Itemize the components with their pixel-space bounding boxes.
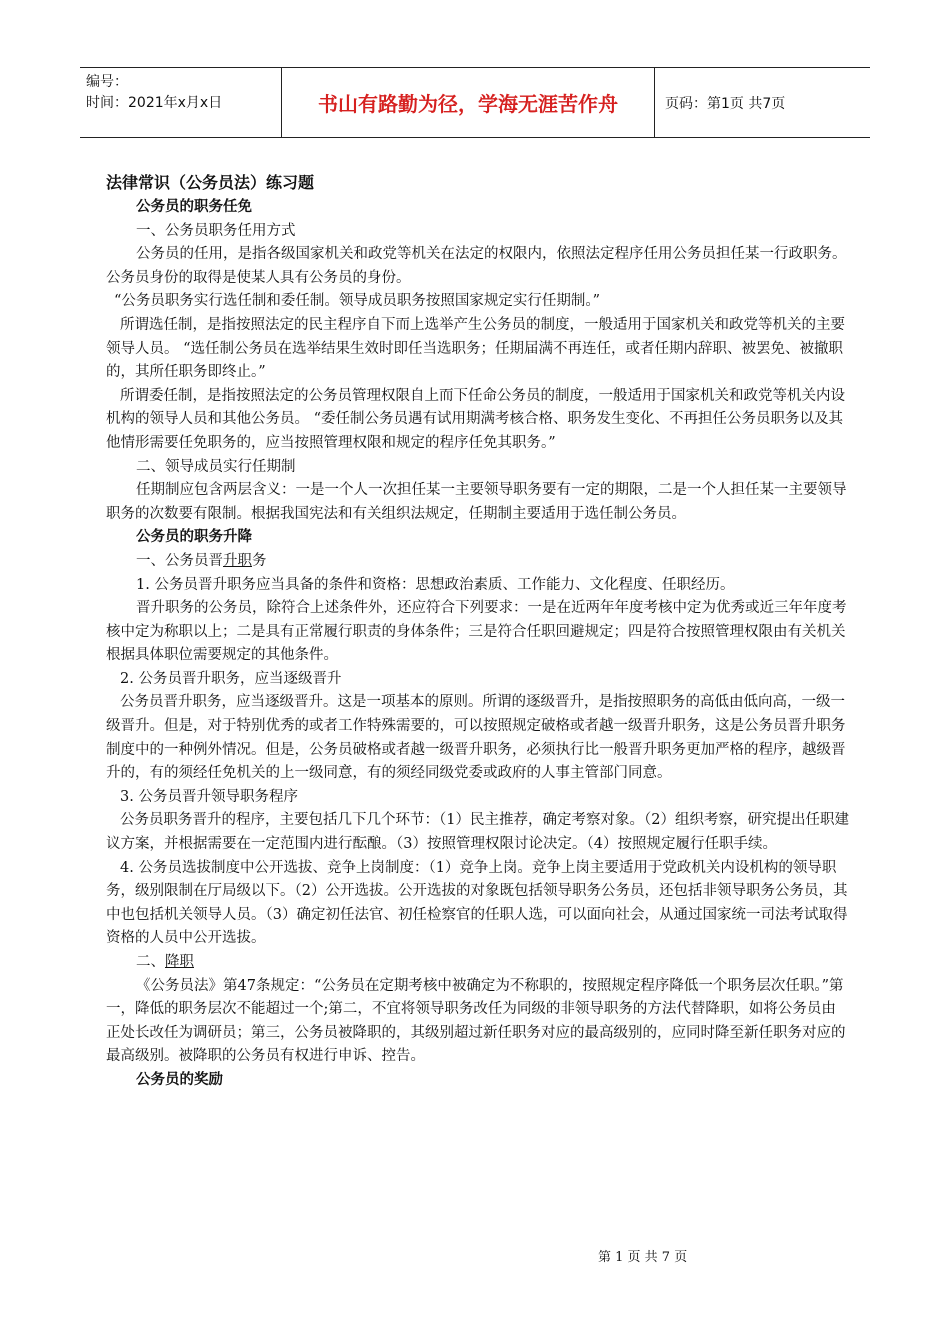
paragraph: 公务员职务晋升的程序，主要包括几下几个环节：（1）民主推荐，确定考察对象。（2）组织考察，研究提出任职建议方案，并根据需要在一定范围内进行酝酿。（3）按照管理权限讨论决定。（4）按照规定履行任职手续。	[106, 812, 849, 853]
header-date: 时间：2021年x月x日	[86, 95, 223, 111]
paragraph: 所谓选任制，是指按照法定的民主程序自下而上选举产生公务员的制度，一般适用于国家机关和政党等机关的主要领导人员。 “选任制公务员在选举结果生效时即任当选职务；任期届满不再连任，或者任期内辞职、被罢免、被撤职的，其所任职务即终止。”	[106, 316, 845, 381]
document-title: 法律常识（公务员法）练习题	[106, 173, 315, 192]
subsection-heading	[106, 550, 850, 574]
document-body	[106, 170, 850, 1093]
header-page-info: 页码：第1页 共7页	[665, 95, 786, 112]
header-meta	[80, 68, 282, 137]
document-header	[80, 67, 870, 138]
heading-part: 二、	[136, 954, 165, 970]
subsection-heading: 二、领导成员实行任期制	[136, 458, 296, 475]
paragraph: 《公务员法》第47条规定：“公务员在定期考核中被确定为不称职的，按照规定程序降低一个职务层次任职。”第一，降低的职务层次不能超过一个;第二，不宜将领导职务改任为同级的非领导职务的方法代替降职，如将公务员由正处长改任为调研员；第三，公务员被降职的，其级别超过新任职务对应的最高级别的，应同时降至新任职务对应的最高级别。被降职的公务员有权进行申诉、控告。	[106, 977, 846, 1065]
numbered-item: 4. 公务员选拔制度中公开选拔、竞争上岗制度：（1）竞争上岗。竞争上岗主要适用于党政机关内设机构的领导职务，级别限制在厅局级以下。（2）公开选拔。公开选拔的对象既包括领导职务公务员，还包括非领导职务公务员，其中也包括机关领导人员。（3）确定初任法官、初任检察官的任职人选，可以面向社会，从通过国家统一司法考试取得资格的人员中公开选拔。	[106, 859, 848, 947]
numbered-item: 2. 公务员晋升职务，应当逐级晋升	[120, 670, 342, 687]
paragraph: 所谓委任制，是指按照法定的公务员管理权限自上而下任命公务员的制度，一般适用于国家机关和政党等机关内设机构的领导人员和其他公务员。 “委任制公务员遇有试用期满考核合格、职务发生变化、不再担任公务员职务以及其他情形需要任免职务的，应当按照管理权限和规定的程序任免其职务。”	[106, 387, 845, 451]
header-motto: 书山有路勤为径，学海无涯苦作舟	[282, 68, 655, 137]
heading-part: 一、公务员晋	[136, 552, 223, 569]
section-title: 公务员的职务任免	[136, 199, 252, 215]
underlined-term: 升职	[223, 552, 252, 569]
quote-paragraph: “公务员职务实行选任制和委任制。领导成员职务按照国家规定实行任期制。”	[114, 293, 601, 310]
paragraph: 公务员晋升职务，应当逐级晋升。这是一项基本的原则。所谓的逐级晋升，是指按照职务的高低由低向高，一级一级晋升。但是，对于特别优秀的或者工作特殊需要的，可以按照规定破格或者越一级晋升职务，这是公务员晋升职务制度中的一种例外情况。但是，公务员破格或者越一级晋升职务，必须执行比一般晋升职务更加严格的程序，越级晋升的，有的须经任免机关的上一级同意，有的须经同级党委或政府的人事主管部门同意。	[106, 694, 846, 782]
paragraph: 公务员的任用，是指各级国家机关和政党等机关在法定的权限内，依照法定程序任用公务员担任某一行政职务。公务员身份的取得是使某人具有公务员的身份。	[106, 246, 847, 286]
section-title: 公务员的奖励	[136, 1071, 223, 1088]
page-footer: 第 1 页 共 7 页	[598, 1250, 688, 1265]
subsection-heading: 一、公务员职务任用方式	[136, 222, 296, 239]
paragraph: 晋升职务的公务员，除符合上述条件外，还应符合下列要求：一是在近两年年度考核中定为优秀或近三年年度考核中定为称职以上；二是具有正常履行职责的身体条件；三是符合任职回避规定；四是符合按照管理权限由有关机关根据具体职位需要规定的其他条件。	[106, 600, 847, 664]
section-title: 公务员的职务升降	[136, 529, 252, 546]
numbered-item: 3. 公务员晋升领导职务程序	[120, 788, 298, 805]
underlined-term: 降职	[165, 954, 194, 970]
header-number-label: 编号：	[86, 74, 128, 90]
subsection-heading	[106, 951, 850, 975]
heading-part: 务	[252, 552, 267, 569]
numbered-item: 1. 公务员晋升职务应当具备的条件和资格：思想政治素质、工作能力、文化程度、任职经历。	[136, 576, 735, 593]
paragraph: 任期制应包含两层含义：一是一个人一次担任某一主要领导职务要有一定的期限，二是一个人担任某一主要领导职务的次数要有限制。根据我国宪法和有关组织法规定，任期制主要适用于选任制公务员。	[106, 482, 847, 522]
